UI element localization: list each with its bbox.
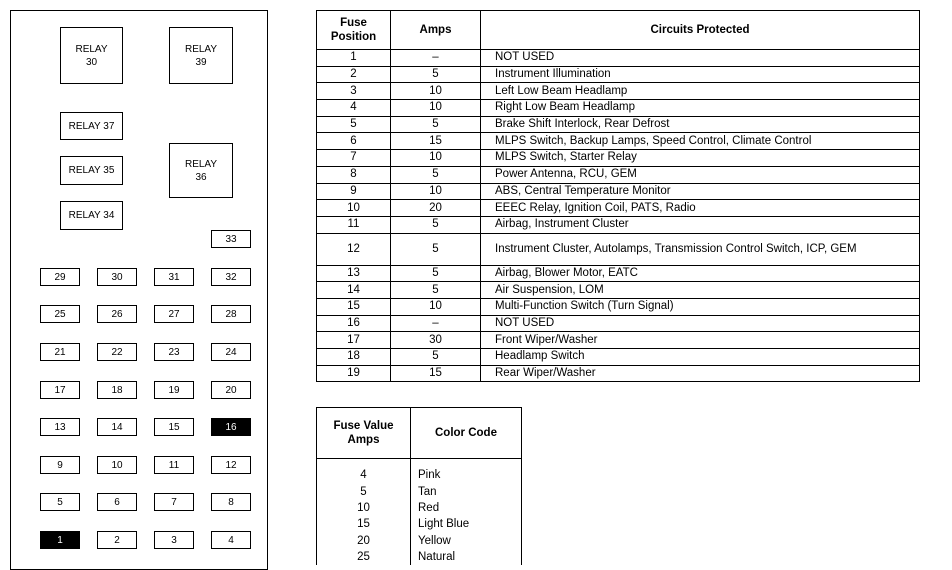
- table-row: [317, 233, 920, 265]
- fuse-position: 15: [317, 298, 391, 315]
- table-row: [317, 50, 920, 67]
- relay-36-label: RELAY: [184, 158, 218, 170]
- fuse-color: Pink: [411, 459, 522, 484]
- fuse-position: 8: [317, 166, 391, 183]
- header-circuits: Circuits Protected: [481, 11, 920, 50]
- table-row: [317, 282, 920, 299]
- relay-39: [169, 27, 233, 84]
- fuse-amps: 5: [391, 166, 481, 183]
- table-header-row: [317, 11, 920, 50]
- circuit-protected: Rear Wiper/Washer: [481, 365, 920, 382]
- fuse-value-amps: 10: [317, 500, 411, 516]
- relay-39-number: 39: [195, 56, 207, 68]
- relay-37: RELAY 37: [60, 112, 123, 140]
- fuse-color: Tan: [411, 483, 522, 499]
- table-row: [317, 216, 920, 233]
- fuse-28: 28: [211, 305, 251, 323]
- table-row: [317, 133, 920, 150]
- table-row: [317, 150, 920, 167]
- fuse-11: 11: [154, 456, 194, 474]
- color-table-header-row: [317, 408, 522, 459]
- fuse-7: 7: [154, 493, 194, 511]
- circuit-protected: Instrument Illumination: [481, 66, 920, 83]
- table-row: [317, 533, 522, 549]
- fuse-color: Red: [411, 500, 522, 516]
- fuse-amps: 15: [391, 365, 481, 382]
- table-row: [317, 116, 920, 133]
- fuse-position: 14: [317, 282, 391, 299]
- circuit-protected: NOT USED: [481, 315, 920, 332]
- fuse-value-amps: 25: [317, 549, 411, 565]
- fuse-value-amps: 20: [317, 533, 411, 549]
- fuse-color: Yellow: [411, 533, 522, 549]
- fuse-amps: 5: [391, 282, 481, 299]
- fuse-panel: [10, 10, 268, 570]
- table-row: [317, 516, 522, 532]
- circuit-protected: Right Low Beam Headlamp: [481, 100, 920, 117]
- fuse-amps: 5: [391, 349, 481, 366]
- circuit-protected: Airbag, Blower Motor, EATC: [481, 265, 920, 282]
- relay-30-label: RELAY: [75, 43, 108, 55]
- fuse-value-amps: 4: [317, 459, 411, 484]
- fuse-amps: 5: [391, 265, 481, 282]
- table-row: [317, 349, 920, 366]
- table-row: [317, 483, 522, 499]
- fuse-amps: 20: [391, 200, 481, 217]
- fuse-21: 21: [40, 343, 80, 361]
- header-fuse-value: Fuse Value Amps: [317, 408, 411, 459]
- table-row: [317, 459, 522, 484]
- fuse-18: 18: [97, 381, 137, 399]
- circuit-protected: EEEC Relay, Ignition Coil, PATS, Radio: [481, 200, 920, 217]
- fuse-8: 8: [211, 493, 251, 511]
- header-amps: Amps: [391, 11, 481, 50]
- fuse-amps: 5: [391, 233, 481, 265]
- header-color-code: Color Code: [411, 408, 522, 459]
- fuse-13: 13: [40, 418, 80, 436]
- fuse-32: 32: [211, 268, 251, 286]
- fuse-position: 4: [317, 100, 391, 117]
- table-row: [317, 549, 522, 565]
- relay-36: [169, 143, 233, 198]
- fuse-position: 19: [317, 365, 391, 382]
- table-row: [317, 200, 920, 217]
- table-row: [317, 365, 920, 382]
- fuse-1: 1: [40, 531, 80, 549]
- fuse-33: 33: [211, 230, 251, 248]
- fuse-amps: 10: [391, 298, 481, 315]
- table-row: [317, 315, 920, 332]
- circuit-protected: NOT USED: [481, 50, 920, 67]
- fuse-30: 30: [97, 268, 137, 286]
- table-row: [317, 100, 920, 117]
- fuse-amps: 5: [391, 116, 481, 133]
- circuit-protected: Front Wiper/Washer: [481, 332, 920, 349]
- fuse-27: 27: [154, 305, 194, 323]
- fuse-16: 16: [211, 418, 251, 436]
- fuse-position: 13: [317, 265, 391, 282]
- fuse-amps: 10: [391, 150, 481, 167]
- circuit-protected: Air Suspension, LOM: [481, 282, 920, 299]
- fuse-position: 12: [317, 233, 391, 265]
- fuse-assignment-table: [316, 10, 920, 382]
- relay-34: RELAY 34: [60, 201, 123, 230]
- relay-30: [60, 27, 123, 84]
- fuse-19: 19: [154, 381, 194, 399]
- fuse-4: 4: [211, 531, 251, 549]
- fuse-position: 17: [317, 332, 391, 349]
- fuse-20: 20: [211, 381, 251, 399]
- fuse-position: 1: [317, 50, 391, 67]
- fuse-position: 7: [317, 150, 391, 167]
- table-row: [317, 183, 920, 200]
- table-row: [317, 265, 920, 282]
- fuse-25: 25: [40, 305, 80, 323]
- fuse-3: 3: [154, 531, 194, 549]
- fuse-amps: 5: [391, 216, 481, 233]
- fuse-26: 26: [97, 305, 137, 323]
- circuit-protected: Airbag, Instrument Cluster: [481, 216, 920, 233]
- fuse-31: 31: [154, 268, 194, 286]
- fuse-5: 5: [40, 493, 80, 511]
- fuse-15: 15: [154, 418, 194, 436]
- fuse-value-amps: 5: [317, 483, 411, 499]
- fuse-17: 17: [40, 381, 80, 399]
- fuse-color-code-table: [316, 407, 522, 565]
- relay-30-number: 30: [85, 56, 98, 68]
- circuit-protected: ABS, Central Temperature Monitor: [481, 183, 920, 200]
- fuse-6: 6: [97, 493, 137, 511]
- circuit-protected: Multi-Function Switch (Turn Signal): [481, 298, 920, 315]
- fuse-29: 29: [40, 268, 80, 286]
- table-row: [317, 332, 920, 349]
- circuit-protected: Power Antenna, RCU, GEM: [481, 166, 920, 183]
- fuse-amps: 10: [391, 100, 481, 117]
- fuse-color: Light Blue: [411, 516, 522, 532]
- circuit-protected: Brake Shift Interlock, Rear Defrost: [481, 116, 920, 133]
- circuit-protected: Headlamp Switch: [481, 349, 920, 366]
- fuse-10: 10: [97, 456, 137, 474]
- fuse-position: 11: [317, 216, 391, 233]
- circuit-protected: Instrument Cluster, Autolamps, Transmission Control Switch, ICP, GEM: [481, 233, 920, 265]
- table-row: [317, 166, 920, 183]
- fuse-position: 5: [317, 116, 391, 133]
- fuse-amps: 30: [391, 332, 481, 349]
- relay-36-number: 36: [195, 171, 207, 183]
- fuse-2: 2: [97, 531, 137, 549]
- fuse-position: 16: [317, 315, 391, 332]
- fuse-amps: 10: [391, 83, 481, 100]
- fuse-amps: 15: [391, 133, 481, 150]
- fuse-amps: –: [391, 50, 481, 67]
- circuit-protected: MLPS Switch, Starter Relay: [481, 150, 920, 167]
- fuse-12: 12: [211, 456, 251, 474]
- table-row: [317, 500, 522, 516]
- fuse-color: Natural: [411, 549, 522, 565]
- fuse-14: 14: [97, 418, 137, 436]
- circuit-protected: Left Low Beam Headlamp: [481, 83, 920, 100]
- fuse-amps: –: [391, 315, 481, 332]
- fuse-position: 6: [317, 133, 391, 150]
- fuse-position: 3: [317, 83, 391, 100]
- fuse-position: 18: [317, 349, 391, 366]
- fuse-value-amps: 15: [317, 516, 411, 532]
- circuit-protected: MLPS Switch, Backup Lamps, Speed Control, Climate Control: [481, 133, 920, 150]
- header-fuse-position: Fuse Position: [317, 11, 391, 50]
- fuse-9: 9: [40, 456, 80, 474]
- table-row: [317, 66, 920, 83]
- fuse-24: 24: [211, 343, 251, 361]
- relay-39-label: RELAY: [184, 43, 218, 55]
- relay-35: RELAY 35: [60, 156, 123, 185]
- fuse-position: 9: [317, 183, 391, 200]
- fuse-amps: 10: [391, 183, 481, 200]
- fuse-amps: 5: [391, 66, 481, 83]
- table-row: [317, 298, 920, 315]
- fuse-position: 2: [317, 66, 391, 83]
- fuse-position: 10: [317, 200, 391, 217]
- fuse-22: 22: [97, 343, 137, 361]
- fuse-23: 23: [154, 343, 194, 361]
- table-row: [317, 83, 920, 100]
